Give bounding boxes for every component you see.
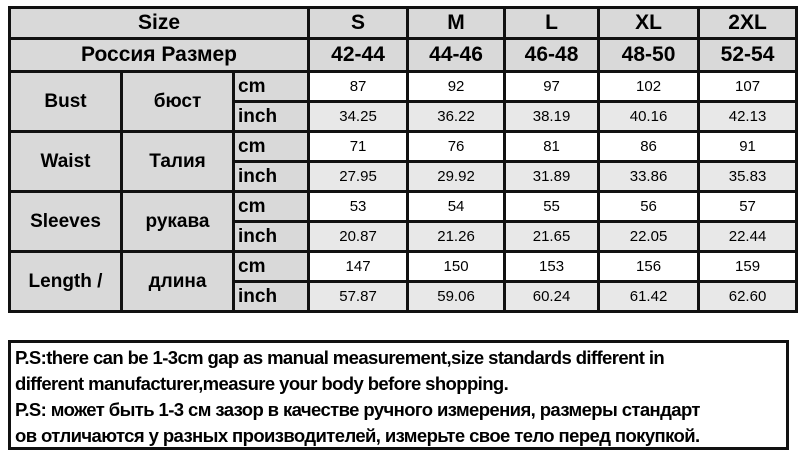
russia-size: 42-44 — [309, 39, 408, 72]
measure-value: 57 — [699, 192, 797, 222]
measurement-row — [10, 72, 797, 102]
measure-value: 38.19 — [505, 102, 599, 132]
russia-size-row — [10, 39, 797, 72]
russia-size: 48-50 — [599, 39, 699, 72]
measure-value: 147 — [309, 252, 408, 282]
measure-name-en: Sleeves — [10, 192, 122, 252]
measure-value: 27.95 — [309, 162, 408, 192]
measure-value: 31.89 — [505, 162, 599, 192]
measure-value: 57.87 — [309, 282, 408, 312]
russia-size-label: Россия Размер — [10, 39, 309, 72]
measure-value: 33.86 — [599, 162, 699, 192]
measure-value: 60.24 — [505, 282, 599, 312]
measure-value: 153 — [505, 252, 599, 282]
measure-value: 61.42 — [599, 282, 699, 312]
russia-size: 52-54 — [699, 39, 797, 72]
measure-name-en: Length / — [10, 252, 122, 312]
measure-value: 22.05 — [599, 222, 699, 252]
measure-value: 107 — [699, 72, 797, 102]
measure-value: 36.22 — [408, 102, 505, 132]
measure-value: 86 — [599, 132, 699, 162]
measure-value: 54 — [408, 192, 505, 222]
measurement-row — [10, 252, 797, 282]
measure-value: 71 — [309, 132, 408, 162]
unit-label: cm — [234, 132, 309, 162]
measure-name-en: Bust — [10, 72, 122, 132]
measure-value: 87 — [309, 72, 408, 102]
measure-value: 150 — [408, 252, 505, 282]
size-label: Size — [10, 8, 309, 39]
size-2xl: 2XL — [699, 8, 797, 39]
measure-value: 102 — [599, 72, 699, 102]
unit-label: inch — [234, 162, 309, 192]
measure-name-ru: рукава — [122, 192, 234, 252]
measure-value: 159 — [699, 252, 797, 282]
measure-name-ru: длина — [122, 252, 234, 312]
measure-value: 42.13 — [699, 102, 797, 132]
measure-value: 156 — [599, 252, 699, 282]
unit-label: inch — [234, 222, 309, 252]
measure-value: 97 — [505, 72, 599, 102]
note-line: ов отличаются у разных производителей, измерьте свое тело перед покупкой. — [15, 425, 700, 446]
measure-value: 34.25 — [309, 102, 408, 132]
measurement-row — [10, 192, 797, 222]
measure-value: 81 — [505, 132, 599, 162]
measure-value: 53 — [309, 192, 408, 222]
measure-value: 21.65 — [505, 222, 599, 252]
size-m: M — [408, 8, 505, 39]
unit-label: cm — [234, 192, 309, 222]
unit-label: cm — [234, 72, 309, 102]
measure-value: 91 — [699, 132, 797, 162]
size-s: S — [309, 8, 408, 39]
measure-value: 29.92 — [408, 162, 505, 192]
measure-value: 55 — [505, 192, 599, 222]
measure-value: 56 — [599, 192, 699, 222]
size-header-row — [10, 8, 797, 39]
measure-value: 92 — [408, 72, 505, 102]
note-line: P.S:there can be 1-3cm gap as manual measurement,size standards different in — [15, 347, 665, 368]
measure-value: 76 — [408, 132, 505, 162]
unit-label: cm — [234, 252, 309, 282]
measure-value: 62.60 — [699, 282, 797, 312]
size-l: L — [505, 8, 599, 39]
russia-size: 44-46 — [408, 39, 505, 72]
russia-size: 46-48 — [505, 39, 599, 72]
measurement-row — [10, 132, 797, 162]
measure-name-en: Waist — [10, 132, 122, 192]
note-line: P.S: может быть 1-3 см зазор в качестве ручного измерения, размеры стандарт — [15, 399, 700, 420]
measure-value: 59.06 — [408, 282, 505, 312]
measure-name-ru: Талия — [122, 132, 234, 192]
measure-value: 35.83 — [699, 162, 797, 192]
size-xl: XL — [599, 8, 699, 39]
measure-value: 21.26 — [408, 222, 505, 252]
measure-name-ru: бюст — [122, 72, 234, 132]
measure-value: 22.44 — [699, 222, 797, 252]
unit-label: inch — [234, 282, 309, 312]
note-line: different manufacturer,measure your body before shopping. — [15, 373, 509, 394]
size-chart-table — [8, 6, 798, 313]
measure-value: 40.16 — [599, 102, 699, 132]
measurement-note — [8, 340, 789, 450]
unit-label: inch — [234, 102, 309, 132]
measure-value: 20.87 — [309, 222, 408, 252]
